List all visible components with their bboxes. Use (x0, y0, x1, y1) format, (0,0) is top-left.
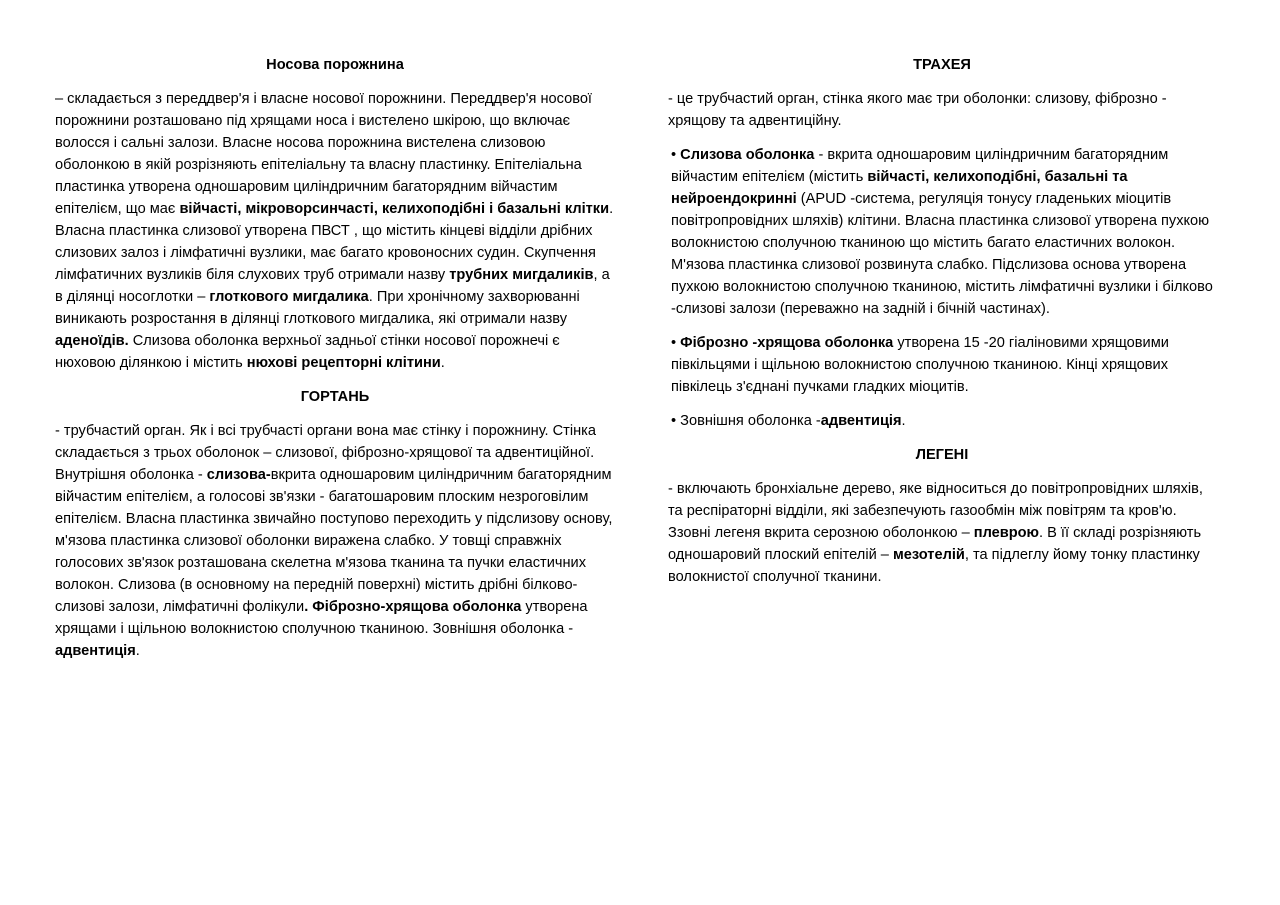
text-run: . (135, 643, 140, 659)
bold-term: слизова- (206, 467, 271, 483)
bold-term: нюхові рецепторні клітини (246, 355, 441, 371)
text-run: вкрита одношаровим циліндричним багаторядним війчастим епітелієм, а голосові зв'язки - багатошаровим плоским незроговілим епітелієм. Власна пластинка звичайно поступово переходить у підслизову основу, м'язова пластинка слизової оболонки виражена слабко. У товщі справжніх голосових зв'язок розташована скелетна м'язова тканина та пучки еластичних волокон. Слизова (в основному на передній поверхні) містить дрібні білково-слизові залози, лімфатичні фолікули (55, 467, 613, 615)
text-run: . (901, 413, 906, 429)
bold-term: глоткового мигдалика (209, 289, 369, 305)
trachea-heading: ТРАХЕЯ (913, 57, 971, 73)
text-run: (APUD -система, регуляція тонусу гладеньких міоцитів повітропровідних шляхів) клітини. Власна пластинка слизової утворена пухкою волокнистою сполучною тканиною що містить багато еластичних волокон. М'язова пластинка слизової розвинута слабко. Підслизова основа утворена пухкою волокнистою сполучною тканиною, містить лімфатичні вузлики і білково -слизові залози (переважно на задній і бічній частинах). (671, 191, 1213, 317)
trachea-adventitia-bullet (668, 410, 1216, 432)
trachea-fibrocartilage-bullet (668, 332, 1216, 398)
text-run: утворена хрящами і щільною волокнистою сполучною тканиною. Зовнішня оболонка - (55, 599, 588, 637)
trachea-mucosa-bullet (668, 144, 1216, 320)
bold-term: трубних мигдаликів (449, 267, 594, 283)
lungs-paragraph (668, 478, 1216, 588)
left-column (55, 54, 615, 674)
bold-term: Слизова оболонка (680, 147, 815, 163)
nasal-cavity-heading: Носова порожнина (266, 57, 404, 73)
bold-term: адвентиція (55, 643, 136, 659)
bold-term: аденоїдів. (55, 333, 129, 349)
larynx-heading: ГОРТАНЬ (300, 389, 370, 405)
right-column (668, 54, 1216, 600)
bold-term: . Фіброзно-хрящова оболонка (304, 599, 522, 615)
bold-term: війчасті, келихоподібні, базальні та нейроендокринні (671, 169, 1128, 207)
bold-term: Фіброзно -хрящова оболонка (680, 335, 894, 351)
lungs-heading: ЛЕГЕНІ (915, 447, 969, 463)
text-run: . (440, 355, 445, 371)
text-run: утворена 15 -20 гіаліновими хрящовими півкільцями і щільною волокнистою сполучною тканиною. Кінці хрящових півкілець з'єднані пучками гладких міоцитів. (671, 335, 1169, 395)
text-run: . В її складі розрізняють одношаровий плоский епітелій – (668, 525, 1202, 563)
text-run: . Власна пластинка слизової утворена ПВСТ , що містить кінцеві відділи дрібних слизових залоз і лімфатичні вузлики, має багато кровоносних судин. Скупчення лімфатичних вузликів біля слухових труб отримали назву (55, 201, 614, 283)
bullet-marker: • (671, 147, 681, 163)
bold-term: адвентиція (820, 413, 902, 429)
nasal-cavity-paragraph (55, 88, 615, 374)
bold-term: мезотелій (892, 547, 965, 563)
trachea-intro-paragraph: - це трубчастий орган, стінка якого має три оболонки: слизову, фіброзно - хрящову та адвентиційну. (668, 91, 1167, 129)
larynx-paragraph (55, 420, 615, 662)
text-run: Слизова оболонка верхньої задньої стінки носової порожнечі є нюховою ділянкою і містить (55, 333, 560, 371)
text-run: , а в ділянці носоглотки – (55, 267, 610, 305)
bold-term: плеврою (973, 525, 1040, 541)
text-run: - трубчастий орган. Як і всі трубчасті органи вона має стінку і порожнину. Стінка складається з трьох оболонок – слизової, фіброзно-хрящової та адвентиційної. Внутрішня оболонка - (55, 423, 596, 483)
bullet-marker: • (671, 335, 681, 351)
text-run: - включають бронхіальне дерево, яке відноситься до повітропровідних шляхів, та респіраторні відділи, які забезпечують газообмін між повітрям та кров'ю. Ззовні легеня вкрита серозною оболонкою – (668, 481, 1203, 541)
text-run: – складається з переддвер'я і власне носової порожнини. Переддвер'я носової порожнини розташовано під хрящами носа і вистелено шкірою, що включає волосся і сальні залози. Власне носова порожнина вистелена слизовою оболонкою в якій розрізняють епітеліальну та власну пластинку. Епітеліальна пластинка утворена одношаровим циліндричним багаторядним війчастим епітелієм, що має (55, 91, 592, 217)
bold-term: війчасті, мікроворсинчасті, келихоподібні і базальні клітки (179, 201, 610, 217)
text-run: , та підлеглу йому тонку пластинку волокнистої сполучної тканини. (668, 547, 1200, 585)
text-run: • Зовнішня оболонка - (671, 413, 821, 429)
text-run: . При хронічному захворюванні виникають розростання в ділянці глоткового мигдалика, які отримали назву (55, 289, 580, 327)
text-run: - вкрита одношаровим циліндричним багаторядним війчастим епітелієм (містить (671, 147, 1169, 185)
